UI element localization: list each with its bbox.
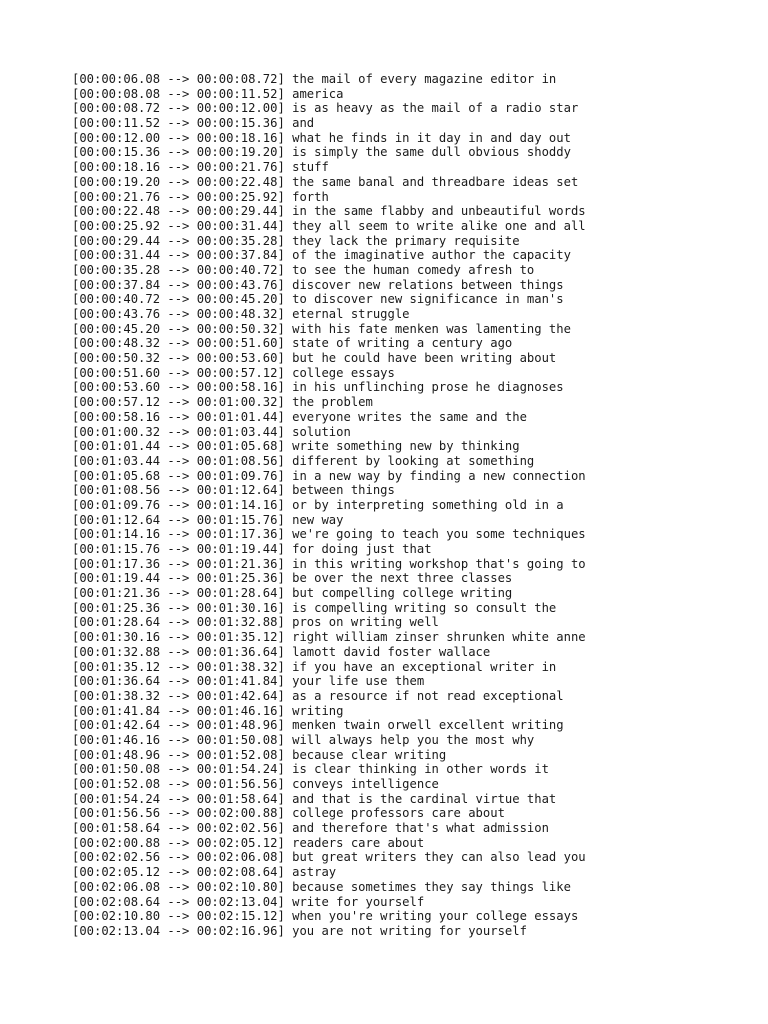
transcript-line: [00:00:51.60 --> 00:00:57.12] college essays xyxy=(72,365,395,380)
transcript-line: [00:00:18.16 --> 00:00:21.76] stuff xyxy=(72,160,329,175)
transcript-line: [00:01:09.76 --> 00:01:14.16] or by interpreting something old in a xyxy=(72,497,564,512)
transcript-line: [00:01:58.64 --> 00:02:02.56] and therefore that's what admission xyxy=(72,821,549,836)
transcript-line: [00:00:25.92 --> 00:00:31.44] they all seem to write alike one and all xyxy=(72,218,586,233)
transcript-line: [00:01:14.16 --> 00:01:17.36] we're going to teach you some techniques xyxy=(72,527,586,542)
transcript-line: [00:00:35.28 --> 00:00:40.72] to see the human comedy afresh to xyxy=(72,262,535,277)
transcript-line: [00:02:02.56 --> 00:02:06.08] but great writers they can also lead you xyxy=(72,850,586,865)
transcript-line: [00:01:48.96 --> 00:01:52.08] because clear writing xyxy=(72,747,447,762)
transcript-line: [00:02:06.08 --> 00:02:10.80] because sometimes they say things like xyxy=(72,879,571,894)
transcript-line: [00:01:01.44 --> 00:01:05.68] write something new by thinking xyxy=(72,439,520,454)
transcript-line: [00:00:40.72 --> 00:00:45.20] to discover new significance in man's xyxy=(72,292,564,307)
transcript-line: [00:01:54.24 --> 00:01:58.64] and that is the cardinal virtue that xyxy=(72,791,557,806)
transcript-line: [00:01:28.64 --> 00:01:32.88] pros on writing well xyxy=(72,615,439,630)
transcript-line: [00:00:15.36 --> 00:00:19.20] is simply the same dull obvious shoddy xyxy=(72,145,571,160)
transcript-line: [00:01:36.64 --> 00:01:41.84] your life use them xyxy=(72,674,425,689)
transcript-line: [00:00:22.48 --> 00:00:29.44] in the same flabby and unbeautiful words xyxy=(72,204,586,219)
transcript-line: [00:00:45.20 --> 00:00:50.32] with his fate menken was lamenting the xyxy=(72,321,571,336)
transcript-line: [00:01:30.16 --> 00:01:35.12] right william zinser shrunken white anne xyxy=(72,630,586,645)
transcript-line: [00:00:50.32 --> 00:00:53.60] but he could have been writing about xyxy=(72,351,557,366)
transcript-line: [00:01:50.08 --> 00:01:54.24] is clear thinking in other words it xyxy=(72,762,549,777)
transcript-line: [00:00:57.12 --> 00:01:00.32] the problem xyxy=(72,395,373,410)
transcript-line: [00:00:31.44 --> 00:00:37.84] of the imaginative author the capacity xyxy=(72,248,571,263)
transcript-line: [00:01:15.76 --> 00:01:19.44] for doing just that xyxy=(72,542,432,556)
transcript-line: [00:00:19.20 --> 00:00:22.48] the same banal and threadbare ideas set xyxy=(72,174,579,189)
transcript-line: [00:00:53.60 --> 00:00:58.16] in his unflinching prose he diagnoses xyxy=(72,380,564,395)
transcript-line: [00:01:19.44 --> 00:01:25.36] be over the next three classes xyxy=(72,571,513,586)
transcript-line: [00:01:25.36 --> 00:01:30.16] is compelling writing so consult the xyxy=(72,600,557,615)
transcript-line: [00:02:00.88 --> 00:02:05.12] readers care about xyxy=(72,835,425,850)
transcript-line: [00:01:56.56 --> 00:02:00.88] college professors care about xyxy=(72,806,505,821)
transcript-line: [00:00:11.52 --> 00:00:15.36] and xyxy=(72,116,315,131)
transcript-line: [00:01:35.12 --> 00:01:38.32] if you have an exceptional writer in xyxy=(72,659,557,674)
transcript-line: [00:02:10.80 --> 00:02:15.12] when you're writing your college essays xyxy=(72,909,579,924)
transcript-line: [00:01:52.08 --> 00:01:56.56] conveys intelligence xyxy=(72,777,439,791)
transcript-line: [00:00:29.44 --> 00:00:35.28] they lack the primary requisite xyxy=(72,233,520,248)
transcript-line: [00:00:06.08 --> 00:00:08.72] the mail of every magazine editor in xyxy=(72,72,557,86)
transcript-line: [00:01:41.84 --> 00:01:46.16] writing xyxy=(72,703,344,718)
transcript-line: [00:00:58.16 --> 00:01:01.44] everyone writes the same and the xyxy=(72,409,527,424)
transcript-line: [00:01:42.64 --> 00:01:48.96] menken twain orwell excellent writing xyxy=(72,718,564,733)
transcript-line: [00:01:00.32 --> 00:01:03.44] solution xyxy=(72,424,351,439)
transcript-line: [00:00:21.76 --> 00:00:25.92] forth xyxy=(72,189,329,204)
transcript-line: [00:01:32.88 --> 00:01:36.64] lamott david foster wallace xyxy=(72,644,491,659)
transcript-line: [00:01:17.36 --> 00:01:21.36] in this writing workshop that's going to xyxy=(72,556,586,571)
transcript-line: [00:01:03.44 --> 00:01:08.56] different by looking at something xyxy=(72,453,535,468)
transcript-line: [00:02:05.12 --> 00:02:08.64] astray xyxy=(72,865,337,880)
transcript-line: [00:00:12.00 --> 00:00:18.16] what he finds in it day in and day out xyxy=(72,130,571,145)
transcript-line: [00:02:13.04 --> 00:02:16.96] you are not writing for yourself xyxy=(72,923,527,938)
transcript-line: [00:00:37.84 --> 00:00:43.76] discover new relations between things xyxy=(72,277,564,292)
transcript-line: [00:00:08.08 --> 00:00:11.52] america xyxy=(72,86,344,101)
transcript-line: [00:01:38.32 --> 00:01:42.64] as a resource if not read exceptional xyxy=(72,688,564,703)
transcript-line: [00:01:21.36 --> 00:01:28.64] but compelling college writing xyxy=(72,586,513,601)
transcript-page xyxy=(72,72,692,939)
transcript-line: [00:01:12.64 --> 00:01:15.76] new way xyxy=(72,512,344,527)
transcript-line: [00:01:05.68 --> 00:01:09.76] in a new way by finding a new connection xyxy=(72,468,586,483)
transcript-line: [00:01:08.56 --> 00:01:12.64] between things xyxy=(72,483,395,498)
transcript-line: [00:00:08.72 --> 00:00:12.00] is as heavy as the mail of a radio star xyxy=(72,101,579,116)
transcript-line: [00:01:46.16 --> 00:01:50.08] will always help you the most why xyxy=(72,732,535,747)
transcript-line: [00:02:08.64 --> 00:02:13.04] write for yourself xyxy=(72,894,425,909)
transcript-line: [00:00:43.76 --> 00:00:48.32] eternal struggle xyxy=(72,307,410,321)
transcript-line: [00:00:48.32 --> 00:00:51.60] state of writing a century ago xyxy=(72,336,513,351)
